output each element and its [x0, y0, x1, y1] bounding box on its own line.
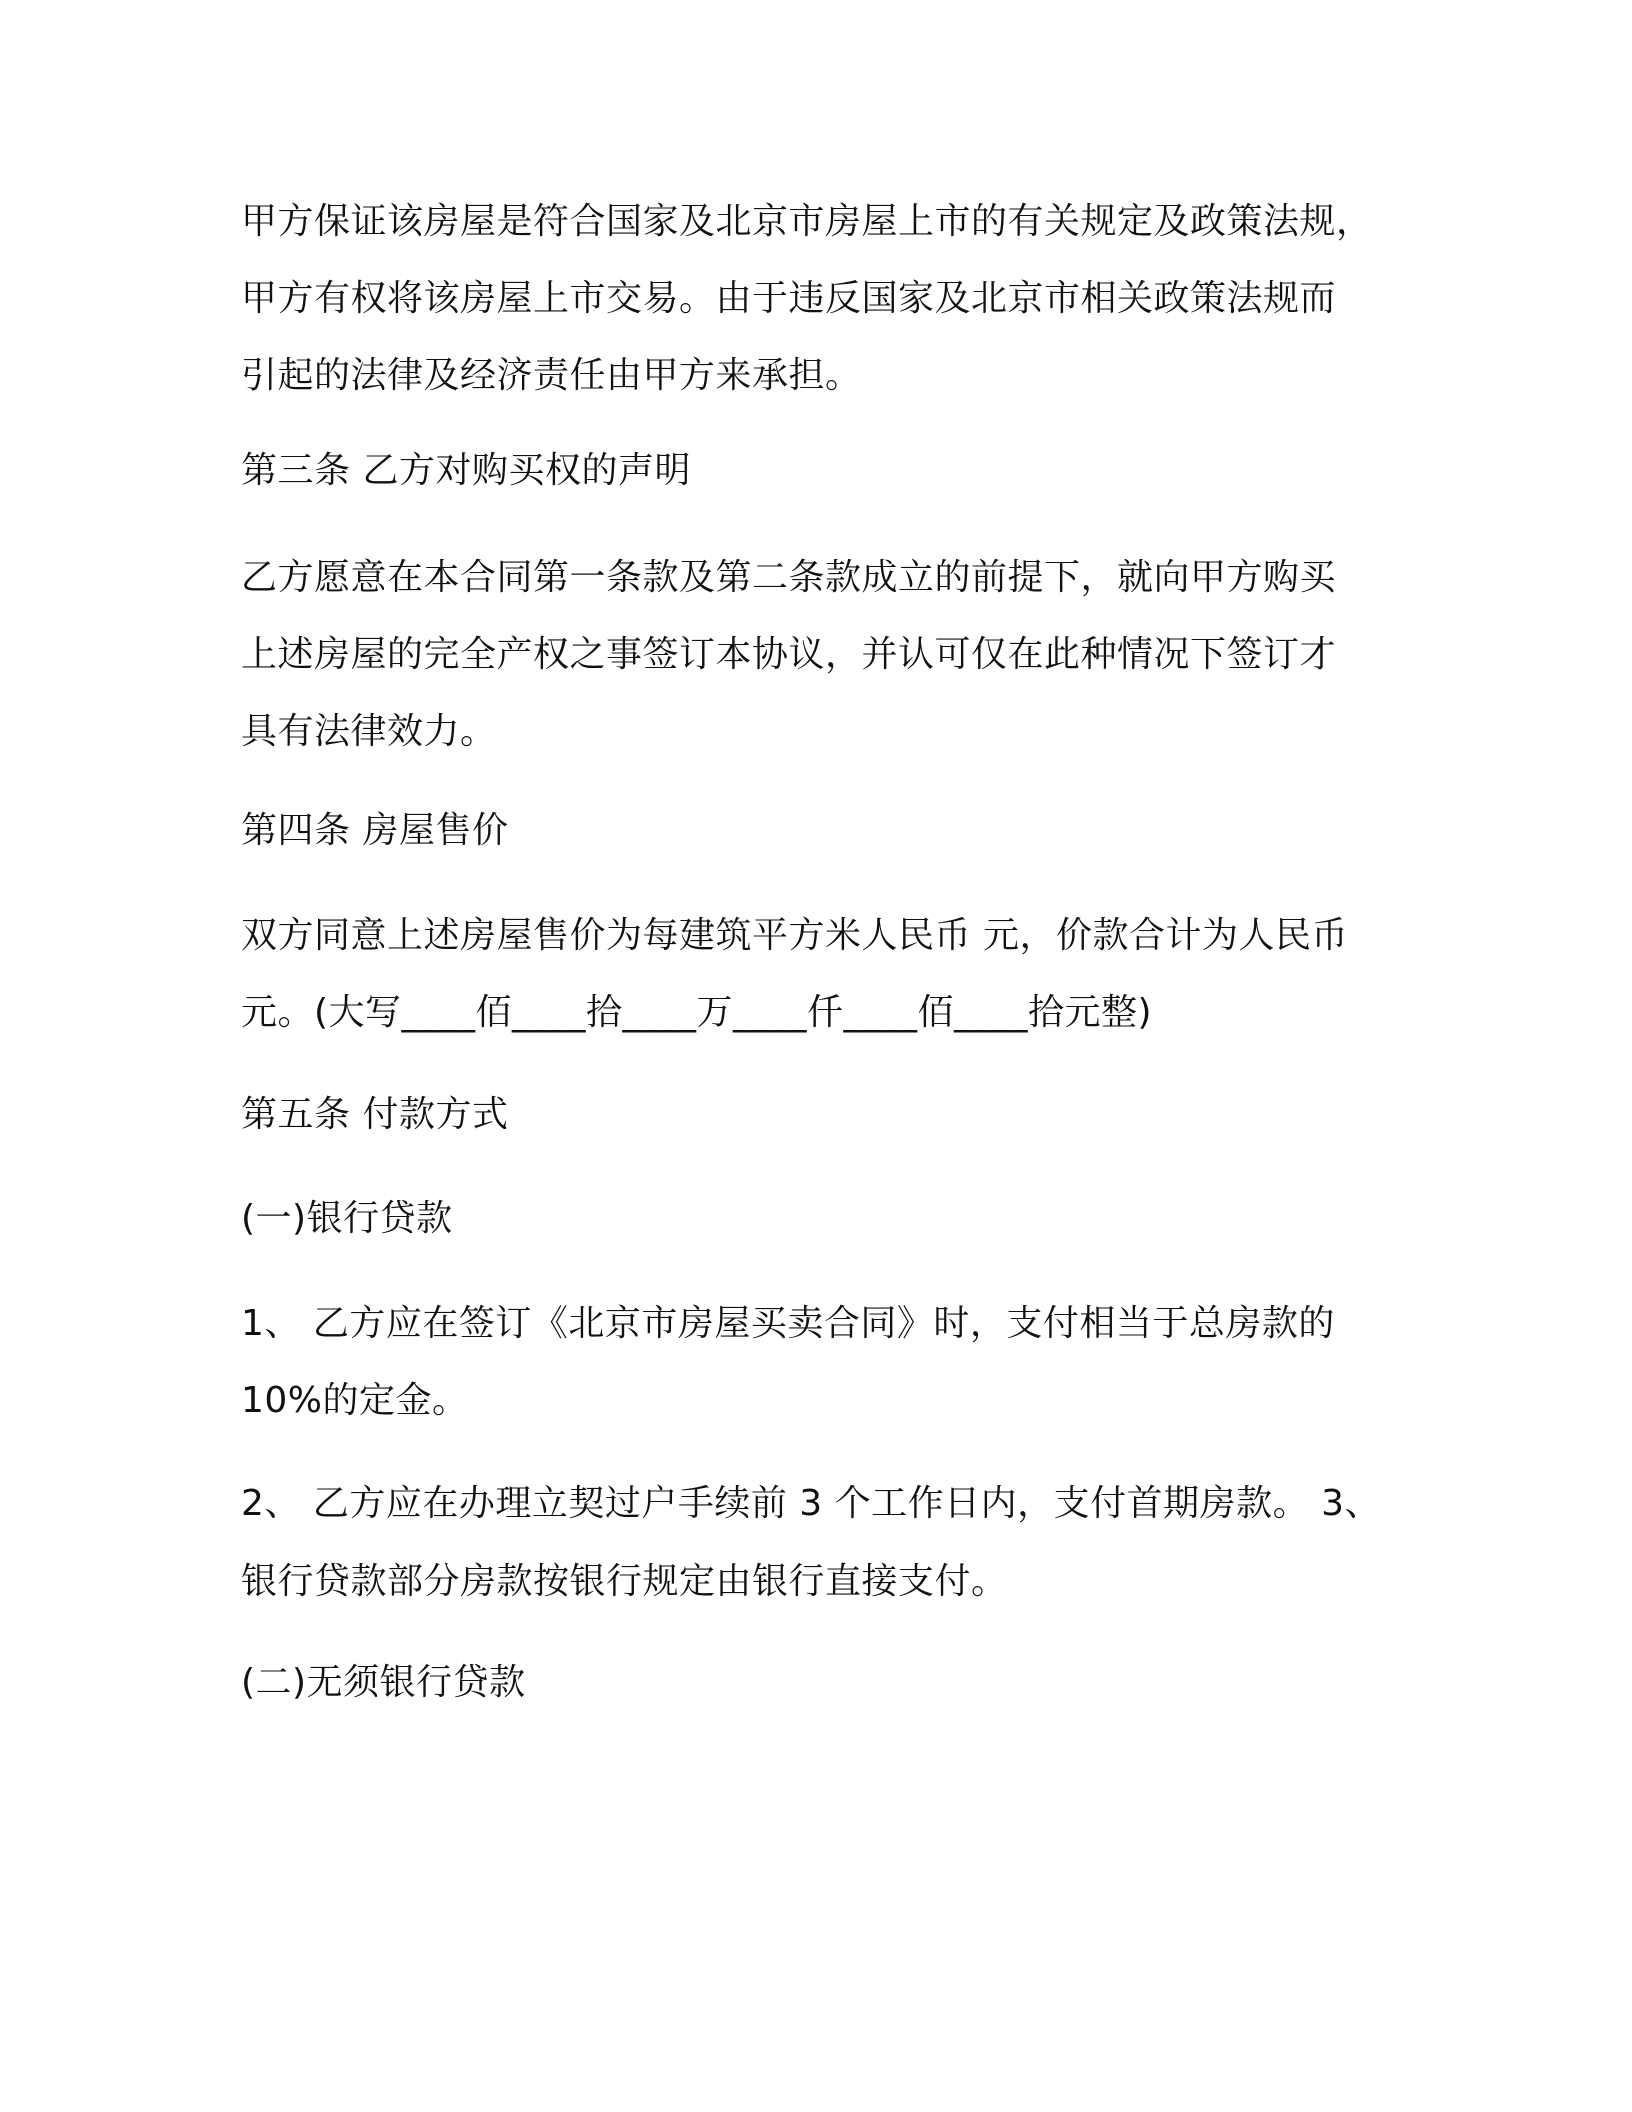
paragraph-line: 乙方愿意在本合同第一条款及第二条款成立的前提下，就向甲方购买 — [241, 557, 1337, 598]
section-heading: 第四条 房屋售价 — [241, 810, 509, 851]
paragraph-line: 双方同意上述房屋售价为每建筑平方米人民币 元，价款合计为人民币 — [241, 915, 1348, 956]
paragraph-line: 元。(大写____佰____拾____万____仟____佰____拾元整) — [241, 992, 1153, 1033]
paragraph-line: 引起的法律及经济责任由甲方来承担。 — [241, 355, 862, 396]
paragraph-line: 银行贷款部分房款按银行规定由银行直接支付。 — [241, 1561, 1008, 1602]
subsection-heading: (二)无须银行贷款 — [241, 1662, 526, 1703]
list-item: 2、 乙方应在办理立契过户手续前 3 个工作日内，支付首期房款。 3、 — [241, 1483, 1381, 1524]
paragraph-line: 10%的定金。 — [241, 1380, 469, 1421]
subsection-heading: (一)银行贷款 — [241, 1198, 453, 1239]
paragraph-line: 甲方有权将该房屋上市交易。由于违反国家及北京市相关政策法规而 — [241, 278, 1337, 319]
paragraph-line: 甲方保证该房屋是符合国家及北京市房屋上市的有关规定及政策法规， — [241, 201, 1373, 242]
paragraph-line: 上述房屋的完全产权之事签订本协议，并认可仅在此种情况下签订才 — [241, 634, 1337, 675]
paragraph-line: 具有法律效力。 — [241, 711, 497, 752]
section-heading: 第五条 付款方式 — [241, 1094, 509, 1135]
section-heading: 第三条 乙方对购买权的声明 — [241, 450, 691, 491]
list-item: 1、 乙方应在签订《北京市房屋买卖合同》时，支付相当于总房款的 — [241, 1303, 1335, 1344]
